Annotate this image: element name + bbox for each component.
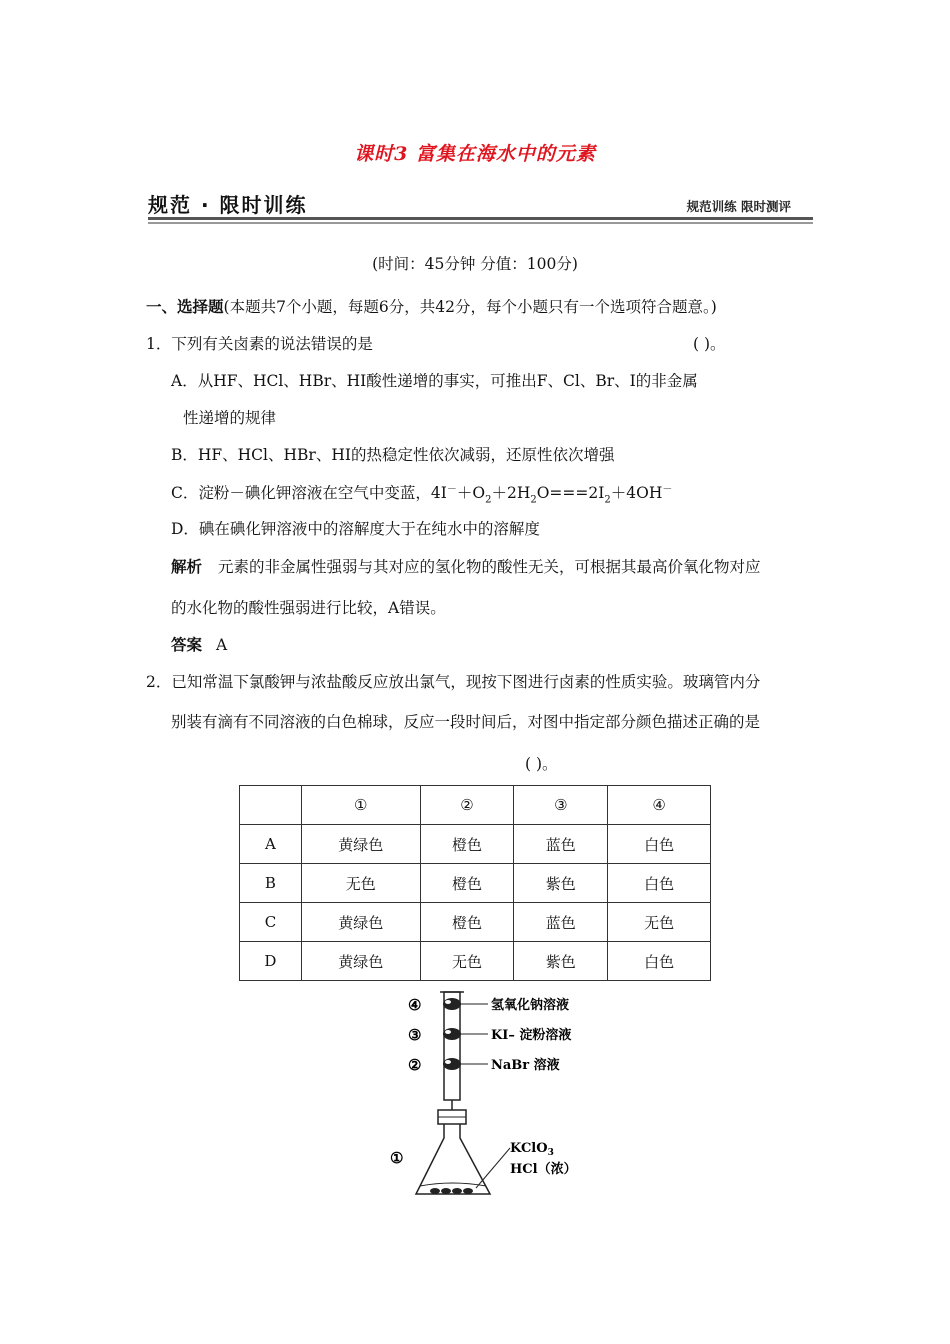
table-cell: 无色	[608, 903, 711, 942]
text-ki-starch: KI– 淀粉溶液	[491, 1028, 572, 1043]
q1-option-c-text: O===2I	[536, 484, 605, 503]
text-kclo3	[510, 1141, 554, 1158]
table-row	[240, 864, 711, 903]
banner-rule-thin	[148, 222, 813, 224]
cotton-ball-4	[443, 998, 461, 1010]
banner-subtitle: 规范训练 限时测评	[686, 199, 791, 214]
table-cell: 无色	[301, 864, 420, 903]
table-cell: 黄绿色	[301, 903, 420, 942]
analysis-text: 元素的非金属性强弱与其对应的氢化物的酸性无关，可根据其最高价氧化物对应	[218, 558, 761, 576]
table-cell: B	[240, 864, 302, 903]
text-nabr: NaBr 溶液	[491, 1058, 560, 1073]
table-cell: 黄绿色	[301, 942, 420, 981]
text-naoh: 氢氧化钠溶液	[491, 998, 570, 1013]
q1-option-a: A．从HF、HCl、HBr、HI酸性递增的事实，可推出F、Cl、Br、I的非金属	[171, 372, 698, 390]
table-cell: 蓝色	[514, 903, 608, 942]
table-row	[240, 903, 711, 942]
table-row	[240, 825, 711, 864]
table-row	[240, 942, 711, 981]
options-table	[239, 785, 711, 981]
q1-analysis	[171, 555, 761, 577]
section-heading-label: 一、选择题	[146, 297, 224, 316]
q1-option-c-sup: －	[662, 484, 673, 495]
q1-option-c-text: ＋4OH	[610, 484, 663, 503]
q1-option-b: B．HF、HCl、HBr、HI的热稳定性依次减弱，还原性依次增强	[171, 446, 615, 464]
label-1: ①	[390, 1149, 404, 1167]
banner-title: 规范 · 限时训练	[148, 193, 308, 217]
kclo3-text: KClO	[510, 1141, 548, 1156]
q1-option-c-text: ＋2H	[491, 484, 531, 503]
section-note: (本题共7个小题，每题6分，共42分，每个小题只有一个选项符合题意。)	[223, 298, 717, 316]
table-cell: 橙色	[420, 903, 514, 942]
q1-option-c-text: ＋O	[456, 484, 486, 503]
q1-option-c-sub: 2	[604, 494, 611, 506]
q2-answer-paren: ( )。	[525, 755, 558, 773]
table-cell: A	[240, 825, 302, 864]
table-header-row	[240, 786, 711, 825]
apparatus-figure	[380, 988, 620, 1204]
table-cell: 白色	[608, 864, 711, 903]
cotton-ball-3	[443, 1028, 461, 1040]
q1-analysis-cont: 的水化物的酸性强弱进行比较，A错误。	[171, 599, 446, 617]
table-header-cell: ①	[301, 786, 420, 825]
table-cell: C	[240, 903, 302, 942]
section-banner	[148, 187, 813, 227]
table-header-cell	[240, 786, 302, 825]
table-cell: 白色	[608, 942, 711, 981]
q1-option-c-sub: 2	[485, 494, 492, 506]
table-cell: 无色	[420, 942, 514, 981]
q1-option-c-sub: 2	[530, 494, 537, 506]
q1-option-c	[171, 480, 672, 505]
table-cell: 紫色	[514, 864, 608, 903]
solid-reagent	[430, 1188, 473, 1194]
q1-answer	[171, 633, 227, 655]
page-title: 课时3 富集在海水中的元素	[354, 143, 596, 165]
table-cell: 橙色	[420, 825, 514, 864]
label-3: ③	[408, 1026, 422, 1044]
q2-stem: 2．已知常温下氯酸钾与浓盐酸反应放出氯气，现按下图进行卤素的性质实验。玻璃管内分	[146, 673, 761, 691]
section-heading	[146, 295, 717, 317]
table-cell: 橙色	[420, 864, 514, 903]
kclo3-sub: 3	[547, 1148, 554, 1158]
q1-option-a-cont: 性递增的规律	[183, 409, 277, 427]
pointer-reagent	[476, 1148, 510, 1188]
cotton-ball-2	[443, 1058, 461, 1070]
liquid-surface	[420, 1183, 486, 1186]
q1-answer-paren: ( )。	[693, 335, 726, 353]
table-cell: 黄绿色	[301, 825, 420, 864]
analysis-label: 解析	[171, 557, 203, 576]
q1-option-c-sup: －	[446, 484, 457, 495]
table-cell: 蓝色	[514, 825, 608, 864]
q1-stem: 1．下列有关卤素的说法错误的是	[146, 335, 373, 353]
time-info: (时间：45分钟 分值：100分)	[372, 255, 578, 273]
label-4: ④	[408, 996, 422, 1014]
q1-option-c-text: C．淀粉－碘化钾溶液在空气中变蓝，4I	[171, 484, 447, 503]
text-hcl: HCl（浓）	[510, 1162, 577, 1177]
table-cell: 白色	[608, 825, 711, 864]
answer-value: A	[216, 636, 228, 654]
banner-rule	[148, 217, 813, 220]
table-cell: 紫色	[514, 942, 608, 981]
table-header-cell: ③	[514, 786, 608, 825]
table-header-cell: ④	[608, 786, 711, 825]
q1-option-d: D．碘在碘化钾溶液中的溶解度大于在纯水中的溶解度	[171, 520, 540, 538]
label-2: ②	[408, 1056, 422, 1074]
q2-stem-cont: 别装有滴有不同溶液的白色棉球，反应一段时间后，对图中指定部分颜色描述正确的是	[171, 713, 761, 731]
table-header-cell: ②	[420, 786, 514, 825]
answer-label: 答案	[171, 635, 203, 654]
table-cell: D	[240, 942, 302, 981]
